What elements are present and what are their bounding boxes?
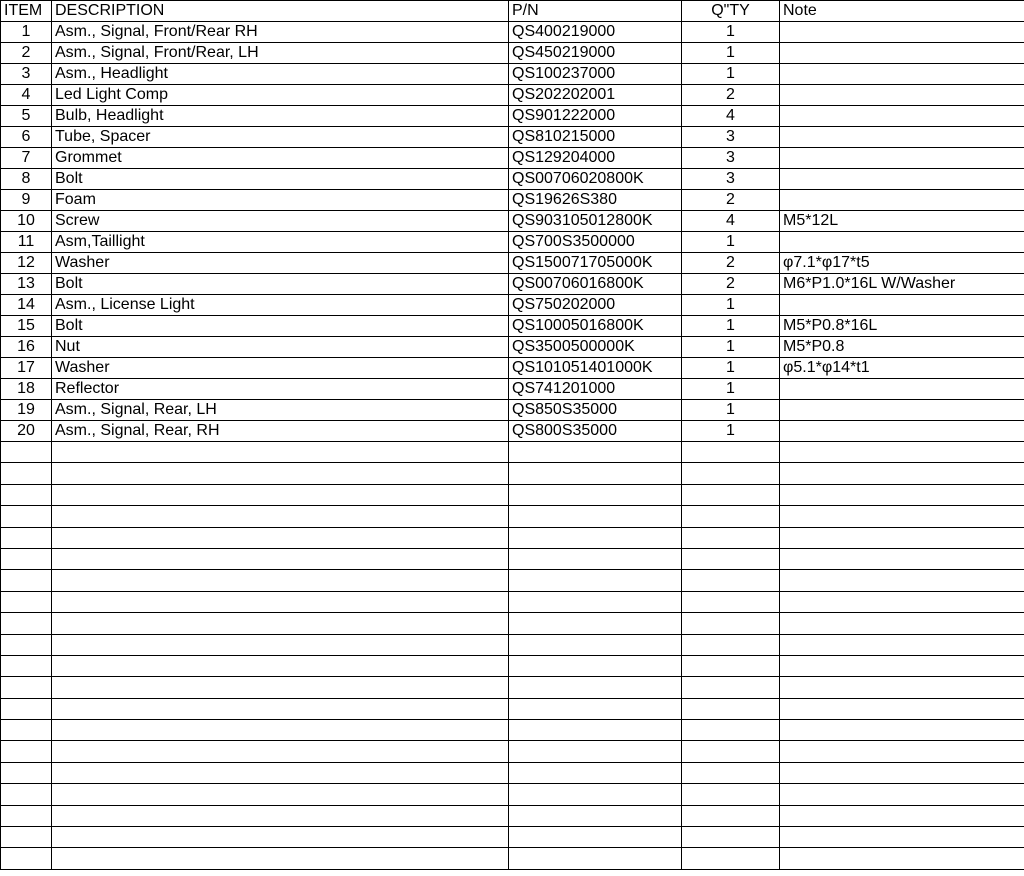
cell-item: 3 xyxy=(1,64,52,85)
cell-item: 18 xyxy=(1,379,52,400)
empty-cell xyxy=(52,805,509,826)
empty-cell xyxy=(509,741,682,762)
cell-item: 10 xyxy=(1,211,52,232)
cell-qty: 2 xyxy=(682,85,780,106)
empty-cell xyxy=(509,677,682,698)
empty-cell xyxy=(682,698,780,719)
empty-cell xyxy=(1,591,52,612)
cell-description: Bulb, Headlight xyxy=(52,106,509,127)
empty-table-row xyxy=(1,784,1024,805)
cell-qty: 1 xyxy=(682,337,780,358)
cell-note xyxy=(780,127,1024,148)
cell-qty: 4 xyxy=(682,106,780,127)
cell-qty: 1 xyxy=(682,43,780,64)
cell-item: 17 xyxy=(1,358,52,379)
empty-cell xyxy=(682,848,780,869)
cell-pn: QS903105012800K xyxy=(509,211,682,232)
empty-cell xyxy=(1,827,52,848)
cell-qty: 1 xyxy=(682,316,780,337)
cell-description: Asm,Taillight xyxy=(52,232,509,253)
cell-note: φ7.1*φ17*t5 xyxy=(780,253,1024,274)
cell-pn: QS901222000 xyxy=(509,106,682,127)
cell-note xyxy=(780,85,1024,106)
table-row xyxy=(1,127,1024,148)
cell-qty: 2 xyxy=(682,274,780,295)
empty-cell xyxy=(52,570,509,591)
cell-note xyxy=(780,400,1024,421)
cell-note xyxy=(780,190,1024,211)
empty-cell xyxy=(52,527,509,548)
cell-qty: 1 xyxy=(682,22,780,43)
empty-cell xyxy=(1,677,52,698)
empty-cell xyxy=(52,613,509,634)
empty-cell xyxy=(780,442,1024,463)
cell-qty: 3 xyxy=(682,169,780,190)
empty-cell xyxy=(509,634,682,655)
table-row xyxy=(1,64,1024,85)
cell-note: M5*P0.8*16L xyxy=(780,316,1024,337)
empty-cell xyxy=(780,591,1024,612)
cell-note xyxy=(780,106,1024,127)
empty-cell xyxy=(682,591,780,612)
cell-pn: QS100237000 xyxy=(509,64,682,85)
cell-pn: QS400219000 xyxy=(509,22,682,43)
empty-cell xyxy=(780,655,1024,676)
empty-cell xyxy=(52,848,509,869)
empty-table-row xyxy=(1,613,1024,634)
cell-description: Asm., Headlight xyxy=(52,64,509,85)
empty-cell xyxy=(780,762,1024,783)
cell-qty: 1 xyxy=(682,379,780,400)
empty-cell xyxy=(52,698,509,719)
empty-cell xyxy=(1,784,52,805)
empty-cell xyxy=(1,848,52,869)
table-body xyxy=(1,22,1024,870)
empty-cell xyxy=(1,805,52,826)
table-row xyxy=(1,421,1024,442)
table-row xyxy=(1,22,1024,43)
empty-cell xyxy=(509,527,682,548)
empty-cell xyxy=(509,805,682,826)
empty-cell xyxy=(52,677,509,698)
empty-cell xyxy=(509,570,682,591)
empty-cell xyxy=(682,677,780,698)
empty-cell xyxy=(509,655,682,676)
empty-cell xyxy=(780,527,1024,548)
empty-cell xyxy=(1,548,52,569)
empty-cell xyxy=(780,805,1024,826)
empty-cell xyxy=(1,720,52,741)
cell-pn: QS129204000 xyxy=(509,148,682,169)
cell-description: Asm., License Light xyxy=(52,295,509,316)
cell-qty: 1 xyxy=(682,400,780,421)
empty-cell xyxy=(1,698,52,719)
table-row xyxy=(1,232,1024,253)
empty-cell xyxy=(1,762,52,783)
empty-cell xyxy=(52,762,509,783)
cell-description: Asm., Signal, Front/Rear RH xyxy=(52,22,509,43)
empty-cell xyxy=(682,548,780,569)
cell-qty: 1 xyxy=(682,421,780,442)
cell-description: Bolt xyxy=(52,169,509,190)
cell-qty: 1 xyxy=(682,295,780,316)
empty-table-row xyxy=(1,741,1024,762)
table-row xyxy=(1,253,1024,274)
empty-cell xyxy=(509,506,682,527)
table-row xyxy=(1,43,1024,64)
empty-cell xyxy=(1,484,52,505)
cell-pn: QS450219000 xyxy=(509,43,682,64)
empty-cell xyxy=(509,591,682,612)
cell-qty: 2 xyxy=(682,190,780,211)
cell-item: 5 xyxy=(1,106,52,127)
cell-description: Bolt xyxy=(52,274,509,295)
empty-cell xyxy=(1,463,52,484)
empty-cell xyxy=(780,677,1024,698)
cell-description: Asm., Signal, Rear, RH xyxy=(52,421,509,442)
cell-qty: 3 xyxy=(682,127,780,148)
cell-note: M5*P0.8 xyxy=(780,337,1024,358)
table-row xyxy=(1,148,1024,169)
cell-pn: QS19626S380 xyxy=(509,190,682,211)
empty-cell xyxy=(52,591,509,612)
empty-cell xyxy=(780,698,1024,719)
cell-note xyxy=(780,43,1024,64)
cell-note xyxy=(780,421,1024,442)
cell-item: 11 xyxy=(1,232,52,253)
header-note: Note xyxy=(780,1,1024,22)
cell-pn: QS750202000 xyxy=(509,295,682,316)
cell-note xyxy=(780,22,1024,43)
cell-item: 15 xyxy=(1,316,52,337)
cell-item: 2 xyxy=(1,43,52,64)
empty-cell xyxy=(1,527,52,548)
table-row xyxy=(1,358,1024,379)
cell-note: M6*P1.0*16L W/Washer xyxy=(780,274,1024,295)
empty-cell xyxy=(509,720,682,741)
empty-cell xyxy=(780,484,1024,505)
empty-cell xyxy=(509,827,682,848)
empty-cell xyxy=(1,741,52,762)
cell-pn: QS10005016800K xyxy=(509,316,682,337)
empty-cell xyxy=(682,570,780,591)
cell-description: Asm., Signal, Front/Rear, LH xyxy=(52,43,509,64)
cell-description: Bolt xyxy=(52,316,509,337)
empty-cell xyxy=(780,848,1024,869)
cell-note xyxy=(780,169,1024,190)
cell-item: 16 xyxy=(1,337,52,358)
cell-note: φ5.1*φ14*t1 xyxy=(780,358,1024,379)
cell-item: 6 xyxy=(1,127,52,148)
cell-pn: QS700S3500000 xyxy=(509,232,682,253)
empty-table-row xyxy=(1,655,1024,676)
empty-table-row xyxy=(1,827,1024,848)
empty-cell xyxy=(682,784,780,805)
empty-cell xyxy=(52,506,509,527)
cell-pn: QS00706020800K xyxy=(509,169,682,190)
empty-cell xyxy=(509,784,682,805)
cell-qty: 1 xyxy=(682,64,780,85)
empty-table-row xyxy=(1,570,1024,591)
empty-cell xyxy=(682,613,780,634)
cell-item: 12 xyxy=(1,253,52,274)
empty-cell xyxy=(52,634,509,655)
cell-item: 4 xyxy=(1,85,52,106)
cell-item: 19 xyxy=(1,400,52,421)
cell-item: 1 xyxy=(1,22,52,43)
cell-item: 9 xyxy=(1,190,52,211)
empty-table-row xyxy=(1,848,1024,869)
table-row xyxy=(1,274,1024,295)
cell-description: Foam xyxy=(52,190,509,211)
cell-note xyxy=(780,232,1024,253)
empty-table-row xyxy=(1,506,1024,527)
empty-cell xyxy=(682,720,780,741)
cell-description: Led Light Comp xyxy=(52,85,509,106)
cell-description: Washer xyxy=(52,358,509,379)
cell-pn: QS202202001 xyxy=(509,85,682,106)
empty-cell xyxy=(780,720,1024,741)
empty-cell xyxy=(682,827,780,848)
header-description: DESCRIPTION xyxy=(52,1,509,22)
cell-note: M5*12L xyxy=(780,211,1024,232)
empty-cell xyxy=(780,548,1024,569)
empty-cell xyxy=(52,463,509,484)
table-row xyxy=(1,316,1024,337)
cell-description: Tube, Spacer xyxy=(52,127,509,148)
empty-cell xyxy=(52,442,509,463)
cell-qty: 4 xyxy=(682,211,780,232)
empty-cell xyxy=(682,741,780,762)
empty-table-row xyxy=(1,463,1024,484)
empty-cell xyxy=(509,484,682,505)
cell-pn: QS3500500000K xyxy=(509,337,682,358)
empty-cell xyxy=(780,634,1024,655)
empty-cell xyxy=(780,613,1024,634)
empty-cell xyxy=(682,762,780,783)
empty-cell xyxy=(682,442,780,463)
empty-cell xyxy=(1,506,52,527)
empty-table-row xyxy=(1,698,1024,719)
empty-table-row xyxy=(1,442,1024,463)
header-item: ITEM xyxy=(1,1,52,22)
empty-cell xyxy=(780,463,1024,484)
empty-cell xyxy=(509,463,682,484)
empty-table-row xyxy=(1,484,1024,505)
cell-description: Washer xyxy=(52,253,509,274)
header-row xyxy=(1,1,1024,22)
empty-table-row xyxy=(1,677,1024,698)
cell-item: 13 xyxy=(1,274,52,295)
empty-cell xyxy=(682,463,780,484)
cell-description: Screw xyxy=(52,211,509,232)
table-row xyxy=(1,190,1024,211)
table-row xyxy=(1,211,1024,232)
empty-cell xyxy=(780,506,1024,527)
cell-pn: QS00706016800K xyxy=(509,274,682,295)
cell-note xyxy=(780,148,1024,169)
table-row xyxy=(1,400,1024,421)
cell-qty: 1 xyxy=(682,358,780,379)
empty-cell xyxy=(509,442,682,463)
empty-cell xyxy=(682,634,780,655)
cell-pn: QS810215000 xyxy=(509,127,682,148)
empty-cell xyxy=(682,805,780,826)
cell-pn: QS800S35000 xyxy=(509,421,682,442)
cell-description: Grommet xyxy=(52,148,509,169)
empty-cell xyxy=(1,442,52,463)
cell-qty: 1 xyxy=(682,232,780,253)
cell-qty: 3 xyxy=(682,148,780,169)
empty-cell xyxy=(509,698,682,719)
table-row xyxy=(1,337,1024,358)
empty-cell xyxy=(780,827,1024,848)
empty-cell xyxy=(682,484,780,505)
empty-cell xyxy=(682,655,780,676)
empty-table-row xyxy=(1,720,1024,741)
cell-description: Nut xyxy=(52,337,509,358)
cell-note xyxy=(780,295,1024,316)
empty-cell xyxy=(1,634,52,655)
empty-cell xyxy=(780,741,1024,762)
empty-cell xyxy=(52,827,509,848)
cell-pn: QS850S35000 xyxy=(509,400,682,421)
empty-cell xyxy=(52,741,509,762)
empty-cell xyxy=(1,570,52,591)
empty-cell xyxy=(52,484,509,505)
table-row xyxy=(1,106,1024,127)
cell-pn: QS150071705000K xyxy=(509,253,682,274)
cell-item: 20 xyxy=(1,421,52,442)
empty-table-row xyxy=(1,634,1024,655)
table-row xyxy=(1,295,1024,316)
cell-note xyxy=(780,379,1024,400)
empty-cell xyxy=(509,548,682,569)
empty-cell xyxy=(682,506,780,527)
empty-cell xyxy=(780,570,1024,591)
header-qty: Q"TY xyxy=(682,1,780,22)
empty-cell xyxy=(52,655,509,676)
cell-item: 14 xyxy=(1,295,52,316)
empty-table-row xyxy=(1,805,1024,826)
cell-description: Asm., Signal, Rear, LH xyxy=(52,400,509,421)
cell-item: 7 xyxy=(1,148,52,169)
empty-table-row xyxy=(1,527,1024,548)
empty-table-row xyxy=(1,591,1024,612)
cell-item: 8 xyxy=(1,169,52,190)
cell-pn: QS101051401000K xyxy=(509,358,682,379)
table-row xyxy=(1,169,1024,190)
cell-qty: 2 xyxy=(682,253,780,274)
cell-description: Reflector xyxy=(52,379,509,400)
empty-table-row xyxy=(1,762,1024,783)
cell-pn: QS741201000 xyxy=(509,379,682,400)
empty-cell xyxy=(509,848,682,869)
empty-cell xyxy=(509,613,682,634)
empty-cell xyxy=(52,720,509,741)
empty-cell xyxy=(1,655,52,676)
empty-cell xyxy=(52,548,509,569)
table-row xyxy=(1,85,1024,106)
empty-cell xyxy=(780,784,1024,805)
empty-cell xyxy=(509,762,682,783)
empty-cell xyxy=(1,613,52,634)
empty-cell xyxy=(52,784,509,805)
table-row xyxy=(1,379,1024,400)
empty-cell xyxy=(682,527,780,548)
empty-table-row xyxy=(1,548,1024,569)
header-pn: P/N xyxy=(509,1,682,22)
cell-note xyxy=(780,64,1024,85)
